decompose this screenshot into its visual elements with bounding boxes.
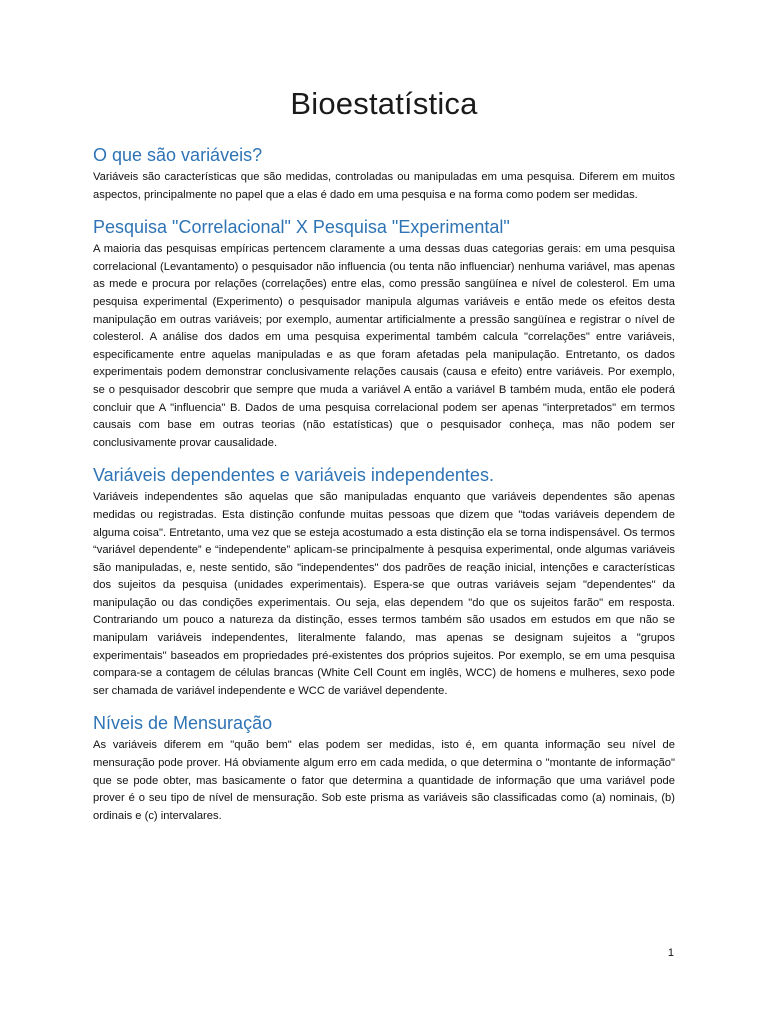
section-what-are-variables: [93, 143, 675, 204]
section-paragraph: A maioria das pesquisas empíricas pertencem claramente a uma dessas duas categorias gerais: em uma pesquisa correlacional (Levantamento) o pesquisador não influencia (ou tenta não influenciar) nenhuma variável, mas apenas as mede e procura por relações (correlações) entre elas, como pressão sangüínea e nível de colesterol. Em uma pesquisa experimental (Experimento) o pesquisador manipula algumas variáveis e então mede os efeitos desta manipulação em outras variáveis; por exemplo, aumentar artificialmente a pressão sangüínea e registrar o nível de colesterol. A análise dos dados em uma pesquisa experimental também calcula "correlações" entre variáveis, especificamente entre aquelas manipuladas e as que foram afetadas pela manipulação. Entretanto, os dados experimentais podem demonstrar conclusivamente relações causais (causa e efeito) entre variáveis. Por exemplo, se o pesquisador descobrir que sempre que muda a variável A então a variável B também muda, então ele poderá concluir que A "influencia" B. Dados de uma pesquisa correlacional podem ser apenas "interpretados" em termos causais com base em outras teorias (não estatísticas) que o pesquisador conheça, mas não podem ser conclusivamente provar causalidade.: [93, 243, 675, 449]
document-body: [93, 143, 675, 836]
section-heading: Pesquisa "Correlacional" X Pesquisa "Experimental": [93, 217, 510, 238]
section-paragraph: As variáveis diferem em "quão bem" elas podem ser medidas, isto é, em quanta informação seu nível de mensuração pode prover. Há obviamente algum erro em cada medida, o que determina o "montante de informação" que se pode obter, mas basicamente o fator que determina a quantidade de informação que uma variável pode prover é o seu tipo de nível de mensuração. Sob este prisma as variáveis são classificadas como (a) nominais, (b) ordinais e (c) intervalares.: [93, 739, 675, 822]
section-correlational-vs-experimental: [93, 215, 675, 452]
section-measurement-levels: [93, 711, 675, 825]
document-title: Bioestatística: [290, 86, 478, 121]
section-heading: Variáveis dependentes e variáveis independentes.: [93, 465, 494, 486]
section-paragraph: Variáveis são características que são medidas, controladas ou manipuladas em uma pesquisa. Diferem em muitos aspectos, principalmente no papel que a elas é dado em uma pesquisa e na forma como podem ser medidas.: [93, 171, 675, 201]
section-dependent-independent-variables: [93, 463, 675, 700]
section-heading: Níveis de Mensuração: [93, 713, 273, 734]
section-paragraph: Variáveis independentes são aquelas que são manipuladas enquanto que variáveis dependentes são apenas medidas ou registradas. Esta distinção confunde muitas pessoas que dizem que "todas variáveis dependem de alguma coisa". Entretanto, uma vez que se esteja acostumado a esta distinção ela se torna indispensável. Os termos “variável dependente” e “independente” aplicam-se principalmente à pesquisa experimental, onde algumas variáveis são manipuladas, e, neste sentido, são "independentes" dos padrões de reação inicial, intenções e características dos sujeitos da pesquisa (unidades experimentais). Espera-se que outras variáveis sejam "dependentes" da manipulação ou das condições experimentais. Ou seja, elas dependem "do que os sujeitos farão" em resposta. Contrariando um pouco a natureza da distinção, esses termos também são usados em estudos em que não se manipulam variáveis independentes, literalmente falando, mas apenas se designam sujeitos a "grupos experimentais" baseados em propriedades pré-existentes dos próprios sujeitos. Por exemplo, se em uma pesquisa compara-se a contagem de células brancas (White Cell Count em inglês, WCC) de homens e mulheres, sexo pode ser chamada de variável independente e WCC de variável dependente.: [93, 491, 675, 697]
page-number: 1: [667, 947, 674, 959]
section-heading: O que são variáveis?: [93, 145, 263, 165]
